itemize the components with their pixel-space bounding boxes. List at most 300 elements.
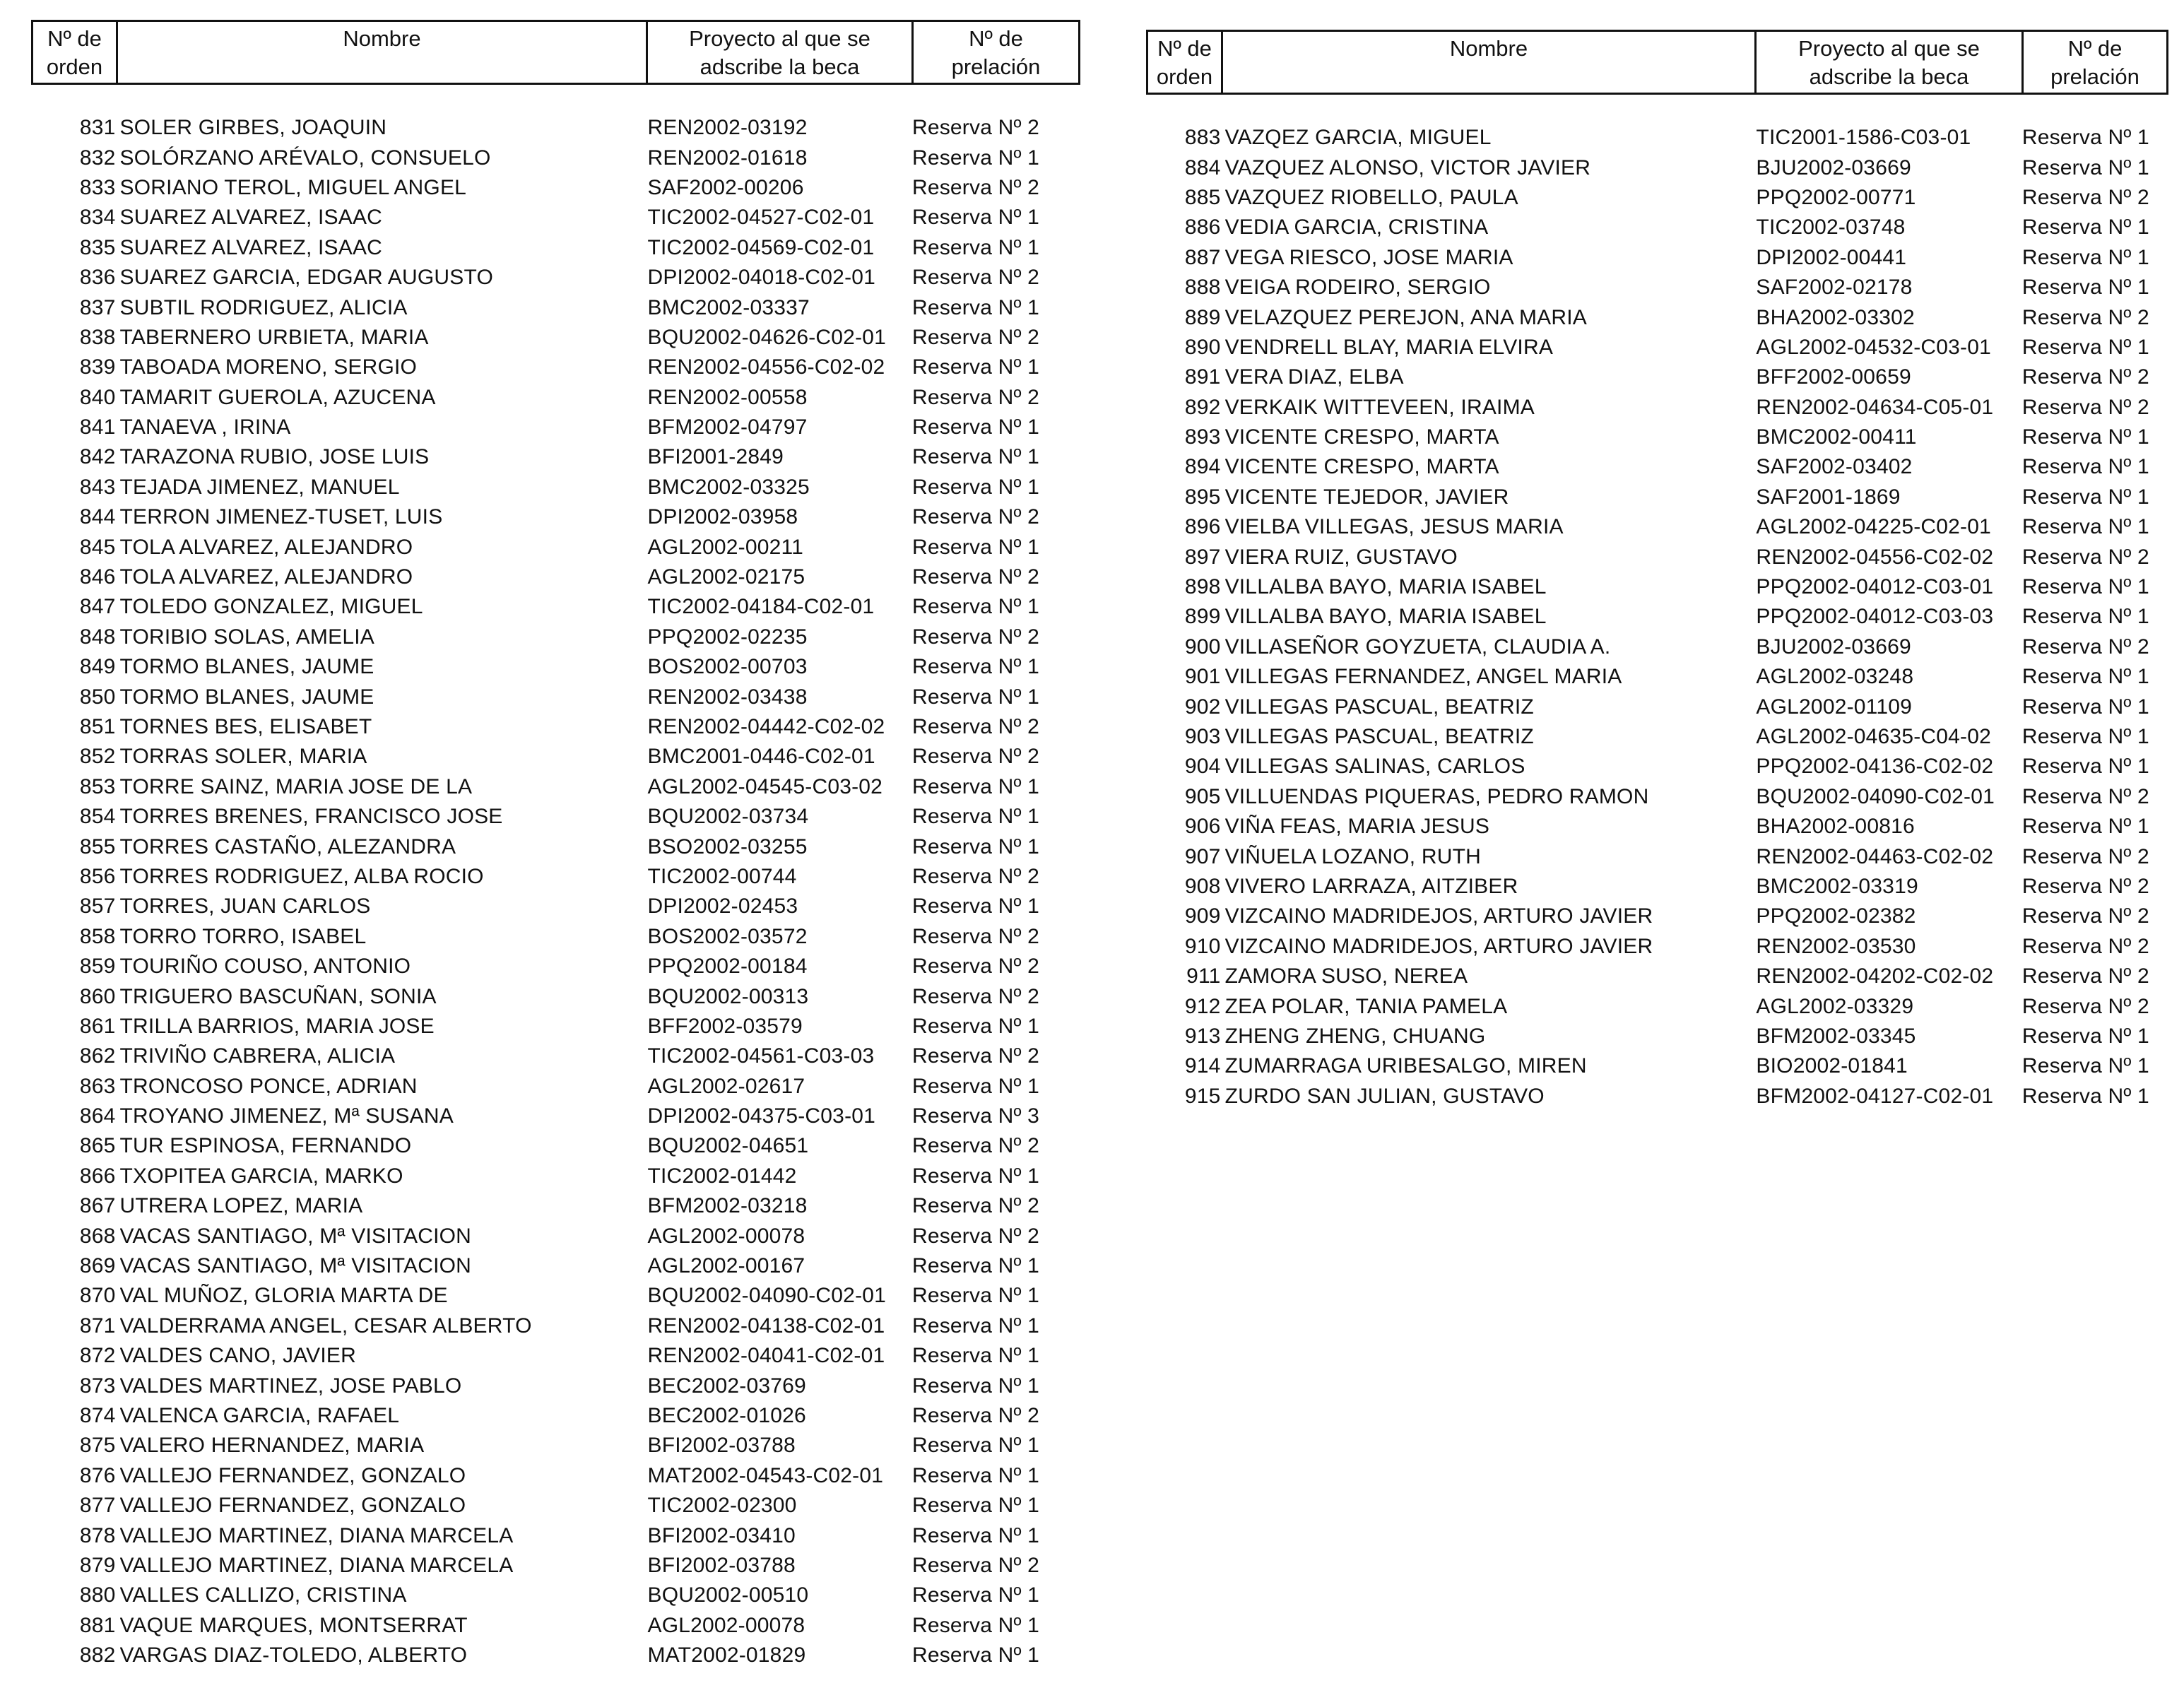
row-reserve: Reserva Nº 2 bbox=[2021, 395, 2149, 419]
table-row bbox=[31, 1131, 1078, 1161]
row-reserve: Reserva Nº 2 bbox=[911, 1553, 1040, 1577]
row-project: BSO2002-03255 bbox=[647, 834, 808, 858]
row-project: BFM2002-03345 bbox=[1756, 1024, 1916, 1048]
row-project: BIO2002-01841 bbox=[1756, 1054, 1908, 1078]
row-number: 869 bbox=[79, 1254, 116, 1278]
row-number: 847 bbox=[79, 595, 116, 619]
row-reserve: Reserva Nº 1 bbox=[2021, 455, 2149, 479]
row-number: 853 bbox=[79, 774, 116, 798]
row-number: 880 bbox=[79, 1583, 116, 1607]
row-reserve: Reserva Nº 1 bbox=[911, 1523, 1040, 1547]
row-number: 858 bbox=[79, 924, 116, 948]
table-row bbox=[1146, 542, 2166, 572]
table-row bbox=[1146, 932, 2166, 962]
row-reserve: Reserva Nº 1 bbox=[2021, 1024, 2149, 1048]
table-row bbox=[1146, 662, 2166, 692]
row-project: AGL2002-04635-C04-02 bbox=[1756, 725, 1991, 748]
row-reserve: Reserva Nº 1 bbox=[911, 355, 1040, 379]
table-row bbox=[31, 1311, 1078, 1341]
row-number: 840 bbox=[79, 385, 116, 409]
row-number: 885 bbox=[1184, 185, 1221, 209]
row-project: AGL2002-00078 bbox=[647, 1224, 805, 1248]
row-reserve: Reserva Nº 1 bbox=[911, 1583, 1040, 1607]
row-project: REN2002-04463-C02-02 bbox=[1756, 844, 1994, 868]
row-reserve: Reserva Nº 2 bbox=[2021, 545, 2149, 569]
row-number: 909 bbox=[1184, 904, 1221, 928]
row-name: UTRERA LOPEZ, MARIA bbox=[119, 1194, 363, 1218]
row-number: 883 bbox=[1184, 126, 1221, 150]
row-number: 913 bbox=[1184, 1024, 1221, 1048]
row-name: ZHENG ZHENG, CHUANG bbox=[1224, 1024, 1486, 1048]
row-reserve: Reserva Nº 1 bbox=[2021, 515, 2149, 539]
row-number: 896 bbox=[1184, 515, 1221, 539]
right-header-table bbox=[1146, 30, 2168, 95]
row-number: 902 bbox=[1184, 695, 1221, 719]
row-project: BHA2002-03302 bbox=[1756, 305, 1915, 329]
row-reserve: Reserva Nº 2 bbox=[911, 1134, 1040, 1158]
table-row bbox=[1146, 962, 2166, 991]
row-number: 859 bbox=[79, 955, 116, 979]
row-name: VICENTE CRESPO, MARTA bbox=[1224, 425, 1499, 449]
table-row bbox=[31, 832, 1078, 861]
table-row bbox=[1146, 333, 2166, 362]
row-name: ZUMARRAGA URIBESALGO, MIREN bbox=[1224, 1054, 1587, 1078]
table-row bbox=[31, 1371, 1078, 1400]
row-reserve: Reserva Nº 1 bbox=[911, 1164, 1040, 1188]
row-reserve: Reserva Nº 1 bbox=[911, 1613, 1040, 1637]
row-name: TROYANO JIMENEZ, Mª SUSANA bbox=[119, 1104, 454, 1128]
row-name: VELAZQUEZ PEREJON, ANA MARIA bbox=[1224, 305, 1587, 329]
row-name: VARGAS DIAZ-TOLEDO, ALBERTO bbox=[119, 1643, 468, 1668]
row-number: 837 bbox=[79, 295, 116, 319]
table-row bbox=[31, 622, 1078, 652]
left-header-table bbox=[31, 20, 1080, 85]
row-number: 914 bbox=[1184, 1054, 1221, 1078]
row-name: TANAEVA , IRINA bbox=[119, 415, 291, 439]
table-row bbox=[31, 1251, 1078, 1281]
row-name: TAMARIT GUEROLA, AZUCENA bbox=[119, 385, 436, 409]
table-row bbox=[1146, 902, 2166, 931]
row-number: 838 bbox=[79, 325, 116, 349]
row-name: VALDES MARTINEZ, JOSE PABLO bbox=[119, 1374, 462, 1398]
row-project: TIC2002-01442 bbox=[647, 1164, 797, 1188]
table-row bbox=[1146, 213, 2166, 242]
row-project: SAF2002-03402 bbox=[1756, 455, 1913, 479]
left-rows bbox=[31, 113, 1078, 1670]
row-name: VERKAIK WITTEVEEN, IRAIMA bbox=[1224, 395, 1535, 419]
row-project: BMC2002-03325 bbox=[647, 475, 810, 499]
table-row bbox=[31, 1551, 1078, 1581]
row-name: ZEA POLAR, TANIA PAMELA bbox=[1224, 994, 1508, 1018]
table-row bbox=[31, 1221, 1078, 1251]
row-number: 912 bbox=[1184, 994, 1221, 1018]
row-number: 899 bbox=[1184, 605, 1221, 629]
row-number: 915 bbox=[1184, 1084, 1221, 1108]
row-name: VENDRELL BLAY, MARIA ELVIRA bbox=[1224, 335, 1554, 359]
row-reserve: Reserva Nº 2 bbox=[2021, 365, 2149, 389]
row-project: BQU2002-04090-C02-01 bbox=[1756, 784, 1995, 808]
row-number: 900 bbox=[1184, 635, 1221, 659]
row-number: 881 bbox=[79, 1613, 116, 1637]
row-project: BQU2002-00510 bbox=[647, 1583, 809, 1607]
table-row bbox=[31, 203, 1078, 232]
row-reserve: Reserva Nº 2 bbox=[911, 984, 1040, 1008]
row-reserve: Reserva Nº 2 bbox=[911, 565, 1040, 589]
row-name: VACAS SANTIAGO, Mª VISITACION bbox=[119, 1224, 472, 1248]
row-project: BJU2002-03669 bbox=[1756, 635, 1911, 659]
header-rank: Nº de prelación bbox=[913, 21, 1080, 84]
row-number: 910 bbox=[1184, 934, 1221, 958]
row-project: BMC2001-0446-C02-01 bbox=[647, 745, 875, 769]
row-number: 855 bbox=[79, 834, 116, 858]
row-number: 870 bbox=[79, 1284, 116, 1308]
table-row bbox=[1146, 752, 2166, 781]
row-reserve: Reserva Nº 1 bbox=[2021, 665, 2149, 689]
row-project: REN2002-00558 bbox=[647, 385, 808, 409]
row-number: 906 bbox=[1184, 815, 1221, 839]
row-project: REN2002-03438 bbox=[647, 685, 808, 709]
table-row bbox=[31, 1012, 1078, 1041]
row-reserve: Reserva Nº 2 bbox=[911, 864, 1040, 888]
row-name: VACAS SANTIAGO, Mª VISITACION bbox=[119, 1254, 472, 1278]
row-reserve: Reserva Nº 1 bbox=[911, 235, 1040, 259]
row-number: 884 bbox=[1184, 155, 1221, 179]
row-reserve: Reserva Nº 1 bbox=[911, 1284, 1040, 1308]
row-project: BFM2002-03218 bbox=[647, 1194, 808, 1218]
row-project: BEC2002-01026 bbox=[647, 1403, 806, 1427]
row-name: TORRES, JUAN CARLOS bbox=[119, 895, 371, 919]
table-row bbox=[31, 173, 1078, 203]
table-row bbox=[31, 1461, 1078, 1491]
header-order: Nº de orden bbox=[1147, 31, 1222, 94]
row-project: REN2002-03192 bbox=[647, 116, 808, 140]
table-row bbox=[1146, 452, 2166, 482]
row-project: REN2002-04442-C02-02 bbox=[647, 715, 885, 738]
row-reserve: Reserva Nº 1 bbox=[2021, 1054, 2149, 1078]
row-project: PPQ2002-02235 bbox=[647, 625, 808, 649]
table-row bbox=[31, 1401, 1078, 1431]
table-row bbox=[31, 742, 1078, 772]
row-name: VIÑA FEAS, MARIA JESUS bbox=[1224, 815, 1490, 839]
row-name: VICENTE TEJEDOR, JAVIER bbox=[1224, 485, 1509, 509]
table-row bbox=[31, 233, 1078, 263]
table-row bbox=[1146, 572, 2166, 602]
row-number: 834 bbox=[79, 206, 116, 230]
row-reserve: Reserva Nº 1 bbox=[2021, 695, 2149, 719]
table-row bbox=[31, 442, 1078, 472]
row-project: REN2002-01618 bbox=[647, 146, 808, 170]
row-project: DPI2002-03958 bbox=[647, 505, 798, 529]
row-number: 839 bbox=[79, 355, 116, 379]
row-project: BOS2002-00703 bbox=[647, 655, 808, 679]
row-number: 836 bbox=[79, 266, 116, 290]
row-project: BFF2002-03579 bbox=[647, 1014, 803, 1038]
row-project: PPQ2002-04012-C03-01 bbox=[1756, 575, 1994, 599]
row-reserve: Reserva Nº 2 bbox=[911, 116, 1040, 140]
row-number: 903 bbox=[1184, 725, 1221, 748]
row-name: VIÑUELA LOZANO, RUTH bbox=[1224, 844, 1481, 868]
row-number: 862 bbox=[79, 1044, 116, 1068]
row-project: DPI2002-02453 bbox=[647, 895, 798, 919]
row-reserve: Reserva Nº 1 bbox=[911, 595, 1040, 619]
table-row bbox=[1146, 812, 2166, 842]
row-project: TIC2002-04569-C02-01 bbox=[647, 235, 875, 259]
row-project: REN2002-04634-C05-01 bbox=[1756, 395, 1994, 419]
row-name: VALLEJO FERNANDEZ, GONZALO bbox=[119, 1463, 466, 1487]
table-row bbox=[31, 892, 1078, 921]
row-reserve: Reserva Nº 1 bbox=[911, 1314, 1040, 1338]
row-name: SUAREZ GARCIA, EDGAR AUGUSTO bbox=[119, 266, 493, 290]
row-reserve: Reserva Nº 1 bbox=[2021, 155, 2149, 179]
row-project: DPI2002-00441 bbox=[1756, 245, 1907, 269]
row-name: TUR ESPINOSA, FERNANDO bbox=[119, 1134, 412, 1158]
table-row bbox=[31, 1431, 1078, 1460]
row-number: 911 bbox=[1186, 964, 1221, 988]
table-row bbox=[31, 1102, 1078, 1131]
row-number: 873 bbox=[79, 1374, 116, 1398]
row-number: 867 bbox=[79, 1194, 116, 1218]
table-row bbox=[1146, 153, 2166, 182]
row-name: VAZQUEZ RIOBELLO, PAULA bbox=[1224, 185, 1518, 209]
row-name: TRONCOSO PONCE, ADRIAN bbox=[119, 1074, 418, 1098]
row-number: 833 bbox=[79, 175, 116, 199]
row-name: TOLA ALVAREZ, ALEJANDRO bbox=[119, 565, 413, 589]
row-number: 889 bbox=[1184, 305, 1221, 329]
row-number: 868 bbox=[79, 1224, 116, 1248]
row-reserve: Reserva Nº 1 bbox=[2021, 725, 2149, 748]
table-row bbox=[31, 113, 1078, 143]
table-row bbox=[1146, 483, 2166, 512]
row-reserve: Reserva Nº 2 bbox=[2021, 994, 2149, 1018]
table-row bbox=[1146, 632, 2166, 662]
row-name: TXOPITEA GARCIA, MARKO bbox=[119, 1164, 403, 1188]
row-number: 860 bbox=[79, 984, 116, 1008]
row-number: 861 bbox=[79, 1014, 116, 1038]
row-reserve: Reserva Nº 2 bbox=[2021, 934, 2149, 958]
header-project: Proyecto al que se adscribe la beca bbox=[1756, 31, 2023, 94]
row-name: VIZCAINO MADRIDEJOS, ARTURO JAVIER bbox=[1224, 934, 1653, 958]
row-number: 905 bbox=[1184, 784, 1221, 808]
table-row bbox=[31, 1041, 1078, 1071]
row-reserve: Reserva Nº 1 bbox=[911, 1494, 1040, 1518]
row-name: VAL MUÑOZ, GLORIA MARTA DE bbox=[119, 1284, 448, 1308]
row-number: 893 bbox=[1184, 425, 1221, 449]
row-number: 879 bbox=[79, 1553, 116, 1577]
row-project: BJU2002-03669 bbox=[1756, 155, 1911, 179]
row-project: SAF2002-00206 bbox=[647, 175, 804, 199]
row-number: 851 bbox=[79, 715, 116, 738]
table-row bbox=[31, 682, 1078, 712]
row-reserve: Reserva Nº 1 bbox=[2021, 1084, 2149, 1108]
row-name: TORRES CASTAÑO, ALEZANDRA bbox=[119, 834, 456, 858]
row-reserve: Reserva Nº 1 bbox=[911, 1014, 1040, 1038]
row-number: 882 bbox=[79, 1643, 116, 1668]
row-name: TRILLA BARRIOS, MARIA JOSE bbox=[119, 1014, 435, 1038]
row-project: AGL2002-00211 bbox=[647, 535, 804, 559]
row-reserve: Reserva Nº 2 bbox=[2021, 874, 2149, 898]
row-name: VAZQUEZ ALONSO, VICTOR JAVIER bbox=[1224, 155, 1591, 179]
row-reserve: Reserva Nº 1 bbox=[911, 1463, 1040, 1487]
table-row bbox=[31, 383, 1078, 413]
row-project: BFI2002-03788 bbox=[647, 1553, 796, 1577]
table-row bbox=[31, 1191, 1078, 1221]
row-name: TORRE SAINZ, MARIA JOSE DE LA bbox=[119, 774, 473, 798]
row-reserve: Reserva Nº 2 bbox=[911, 325, 1040, 349]
row-name: TORIBIO SOLAS, AMELIA bbox=[119, 625, 374, 649]
table-row bbox=[31, 1162, 1078, 1191]
row-reserve: Reserva Nº 2 bbox=[911, 924, 1040, 948]
row-name: SOLÓRZANO ARÉVALO, CONSUELO bbox=[119, 146, 491, 170]
row-project: BFF2002-00659 bbox=[1756, 365, 1911, 389]
row-reserve: Reserva Nº 1 bbox=[911, 805, 1040, 829]
table-row bbox=[31, 413, 1078, 442]
table-row bbox=[31, 1281, 1078, 1311]
row-project: BEC2002-03769 bbox=[647, 1374, 806, 1398]
row-name: TORMO BLANES, JAUME bbox=[119, 685, 374, 709]
table-row bbox=[31, 293, 1078, 322]
row-name: VICENTE CRESPO, MARTA bbox=[1224, 455, 1499, 479]
row-name: VILLALBA BAYO, MARIA ISABEL bbox=[1224, 605, 1547, 629]
row-name: TOLEDO GONZALEZ, MIGUEL bbox=[119, 595, 423, 619]
row-name: VERA DIAZ, ELBA bbox=[1224, 365, 1404, 389]
row-name: SUAREZ ALVAREZ, ISAAC bbox=[119, 206, 383, 230]
left-column bbox=[31, 20, 1078, 1670]
row-project: AGL2002-03248 bbox=[1756, 665, 1914, 689]
row-name: VEDIA GARCIA, CRISTINA bbox=[1224, 216, 1489, 240]
row-reserve: Reserva Nº 2 bbox=[2021, 305, 2149, 329]
table-row bbox=[31, 473, 1078, 502]
row-reserve: Reserva Nº 1 bbox=[911, 774, 1040, 798]
table-row bbox=[31, 652, 1078, 682]
table-row bbox=[31, 772, 1078, 802]
row-number: 875 bbox=[79, 1434, 116, 1458]
row-project: REN2002-03530 bbox=[1756, 934, 1916, 958]
row-name: VILLEGAS PASCUAL, BEATRIZ bbox=[1224, 695, 1534, 719]
row-project: PPQ2002-00771 bbox=[1756, 185, 1916, 209]
row-name: TORRAS SOLER, MARIA bbox=[119, 745, 367, 769]
row-project: TIC2002-00744 bbox=[647, 864, 797, 888]
table-row bbox=[31, 1521, 1078, 1550]
table-row bbox=[31, 1611, 1078, 1641]
row-project: BMC2002-03319 bbox=[1756, 874, 1918, 898]
row-reserve: Reserva Nº 2 bbox=[911, 505, 1040, 529]
row-name: VAZQEZ GARCIA, MIGUEL bbox=[1224, 126, 1492, 150]
row-number: 892 bbox=[1184, 395, 1221, 419]
row-reserve: Reserva Nº 1 bbox=[2021, 126, 2149, 150]
row-number: 835 bbox=[79, 235, 116, 259]
row-name: TORRES RODRIGUEZ, ALBA ROCIO bbox=[119, 864, 484, 888]
row-project: BQU2002-00313 bbox=[647, 984, 809, 1008]
table-row bbox=[1146, 302, 2166, 332]
row-number: 831 bbox=[79, 116, 116, 140]
table-row bbox=[31, 1641, 1078, 1670]
row-name: TABOADA MORENO, SERGIO bbox=[119, 355, 418, 379]
row-reserve: Reserva Nº 1 bbox=[2021, 815, 2149, 839]
row-name: VIVERO LARRAZA, AITZIBER bbox=[1224, 874, 1518, 898]
row-name: VILLASEÑOR GOYZUETA, CLAUDIA A. bbox=[1224, 635, 1611, 659]
table-row bbox=[31, 263, 1078, 293]
row-name: VALLEJO FERNANDEZ, GONZALO bbox=[119, 1494, 466, 1518]
table-row bbox=[1146, 123, 2166, 153]
row-name: TORRO TORRO, ISABEL bbox=[119, 924, 367, 948]
row-project: BFI2002-03410 bbox=[647, 1523, 796, 1547]
row-reserve: Reserva Nº 1 bbox=[911, 1643, 1040, 1668]
row-project: PPQ2002-02382 bbox=[1756, 904, 1916, 928]
row-name: VILLEGAS FERNANDEZ, ANGEL MARIA bbox=[1224, 665, 1622, 689]
table-row bbox=[1146, 512, 2166, 542]
row-reserve: Reserva Nº 1 bbox=[911, 146, 1040, 170]
row-reserve: Reserva Nº 1 bbox=[911, 834, 1040, 858]
table-row bbox=[1146, 722, 2166, 752]
right-column bbox=[1146, 30, 2166, 1111]
row-reserve: Reserva Nº 1 bbox=[911, 655, 1040, 679]
row-number: 878 bbox=[79, 1523, 116, 1547]
row-project: REN2002-04041-C02-01 bbox=[647, 1344, 885, 1368]
row-name: VILLUENDAS PIQUERAS, PEDRO RAMON bbox=[1224, 784, 1649, 808]
row-project: AGL2002-02617 bbox=[647, 1074, 805, 1098]
table-row bbox=[31, 802, 1078, 832]
row-project: TIC2002-02300 bbox=[647, 1494, 797, 1518]
row-reserve: Reserva Nº 1 bbox=[911, 1344, 1040, 1368]
row-number: 845 bbox=[79, 535, 116, 559]
row-number: 891 bbox=[1184, 365, 1221, 389]
table-row bbox=[1146, 782, 2166, 812]
row-reserve: Reserva Nº 2 bbox=[911, 1224, 1040, 1248]
row-name: VIERA RUIZ, GUSTAVO bbox=[1224, 545, 1458, 569]
row-number: 854 bbox=[79, 805, 116, 829]
row-number: 901 bbox=[1184, 665, 1221, 689]
table-row bbox=[31, 353, 1078, 382]
row-reserve: Reserva Nº 2 bbox=[2021, 964, 2149, 988]
row-name: VILLALBA BAYO, MARIA ISABEL bbox=[1224, 575, 1547, 599]
row-number: 897 bbox=[1184, 545, 1221, 569]
row-reserve: Reserva Nº 1 bbox=[2021, 575, 2149, 599]
row-name: TRIVIÑO CABRERA, ALICIA bbox=[119, 1044, 396, 1068]
table-row bbox=[31, 712, 1078, 742]
row-name: VEGA RIESCO, JOSE MARIA bbox=[1224, 245, 1513, 269]
table-row bbox=[31, 502, 1078, 532]
row-reserve: Reserva Nº 1 bbox=[2021, 425, 2149, 449]
row-name: TERRON JIMENEZ-TUSET, LUIS bbox=[119, 505, 443, 529]
row-number: 895 bbox=[1184, 485, 1221, 509]
header-order: Nº de orden bbox=[33, 21, 117, 84]
row-number: 890 bbox=[1184, 335, 1221, 359]
table-row bbox=[1146, 991, 2166, 1021]
table-row bbox=[31, 981, 1078, 1011]
row-reserve: Reserva Nº 1 bbox=[911, 685, 1040, 709]
row-project: TIC2002-04561-C03-03 bbox=[647, 1044, 875, 1068]
row-reserve: Reserva Nº 1 bbox=[911, 445, 1040, 469]
row-name: TEJADA JIMENEZ, MANUEL bbox=[119, 475, 400, 499]
row-project: BMC2002-00411 bbox=[1756, 425, 1917, 449]
row-name: TARAZONA RUBIO, JOSE LUIS bbox=[119, 445, 430, 469]
table-row bbox=[1146, 423, 2166, 452]
row-reserve: Reserva Nº 2 bbox=[911, 625, 1040, 649]
row-project: BFI2001-2849 bbox=[647, 445, 784, 469]
row-number: 846 bbox=[79, 565, 116, 589]
row-reserve: Reserva Nº 3 bbox=[911, 1104, 1040, 1128]
table-row bbox=[31, 1341, 1078, 1371]
row-name: VEIGA RODEIRO, SERGIO bbox=[1224, 276, 1491, 300]
row-project: BFM2002-04127-C02-01 bbox=[1756, 1084, 1994, 1108]
table-row bbox=[1146, 243, 2166, 273]
row-reserve: Reserva Nº 2 bbox=[911, 745, 1040, 769]
row-name: SUAREZ ALVAREZ, ISAAC bbox=[119, 235, 383, 259]
row-project: BOS2002-03572 bbox=[647, 924, 808, 948]
row-reserve: Reserva Nº 1 bbox=[911, 206, 1040, 230]
row-project: PPQ2002-04012-C03-03 bbox=[1756, 605, 1994, 629]
row-name: VIELBA VILLEGAS, JESUS MARIA bbox=[1224, 515, 1564, 539]
